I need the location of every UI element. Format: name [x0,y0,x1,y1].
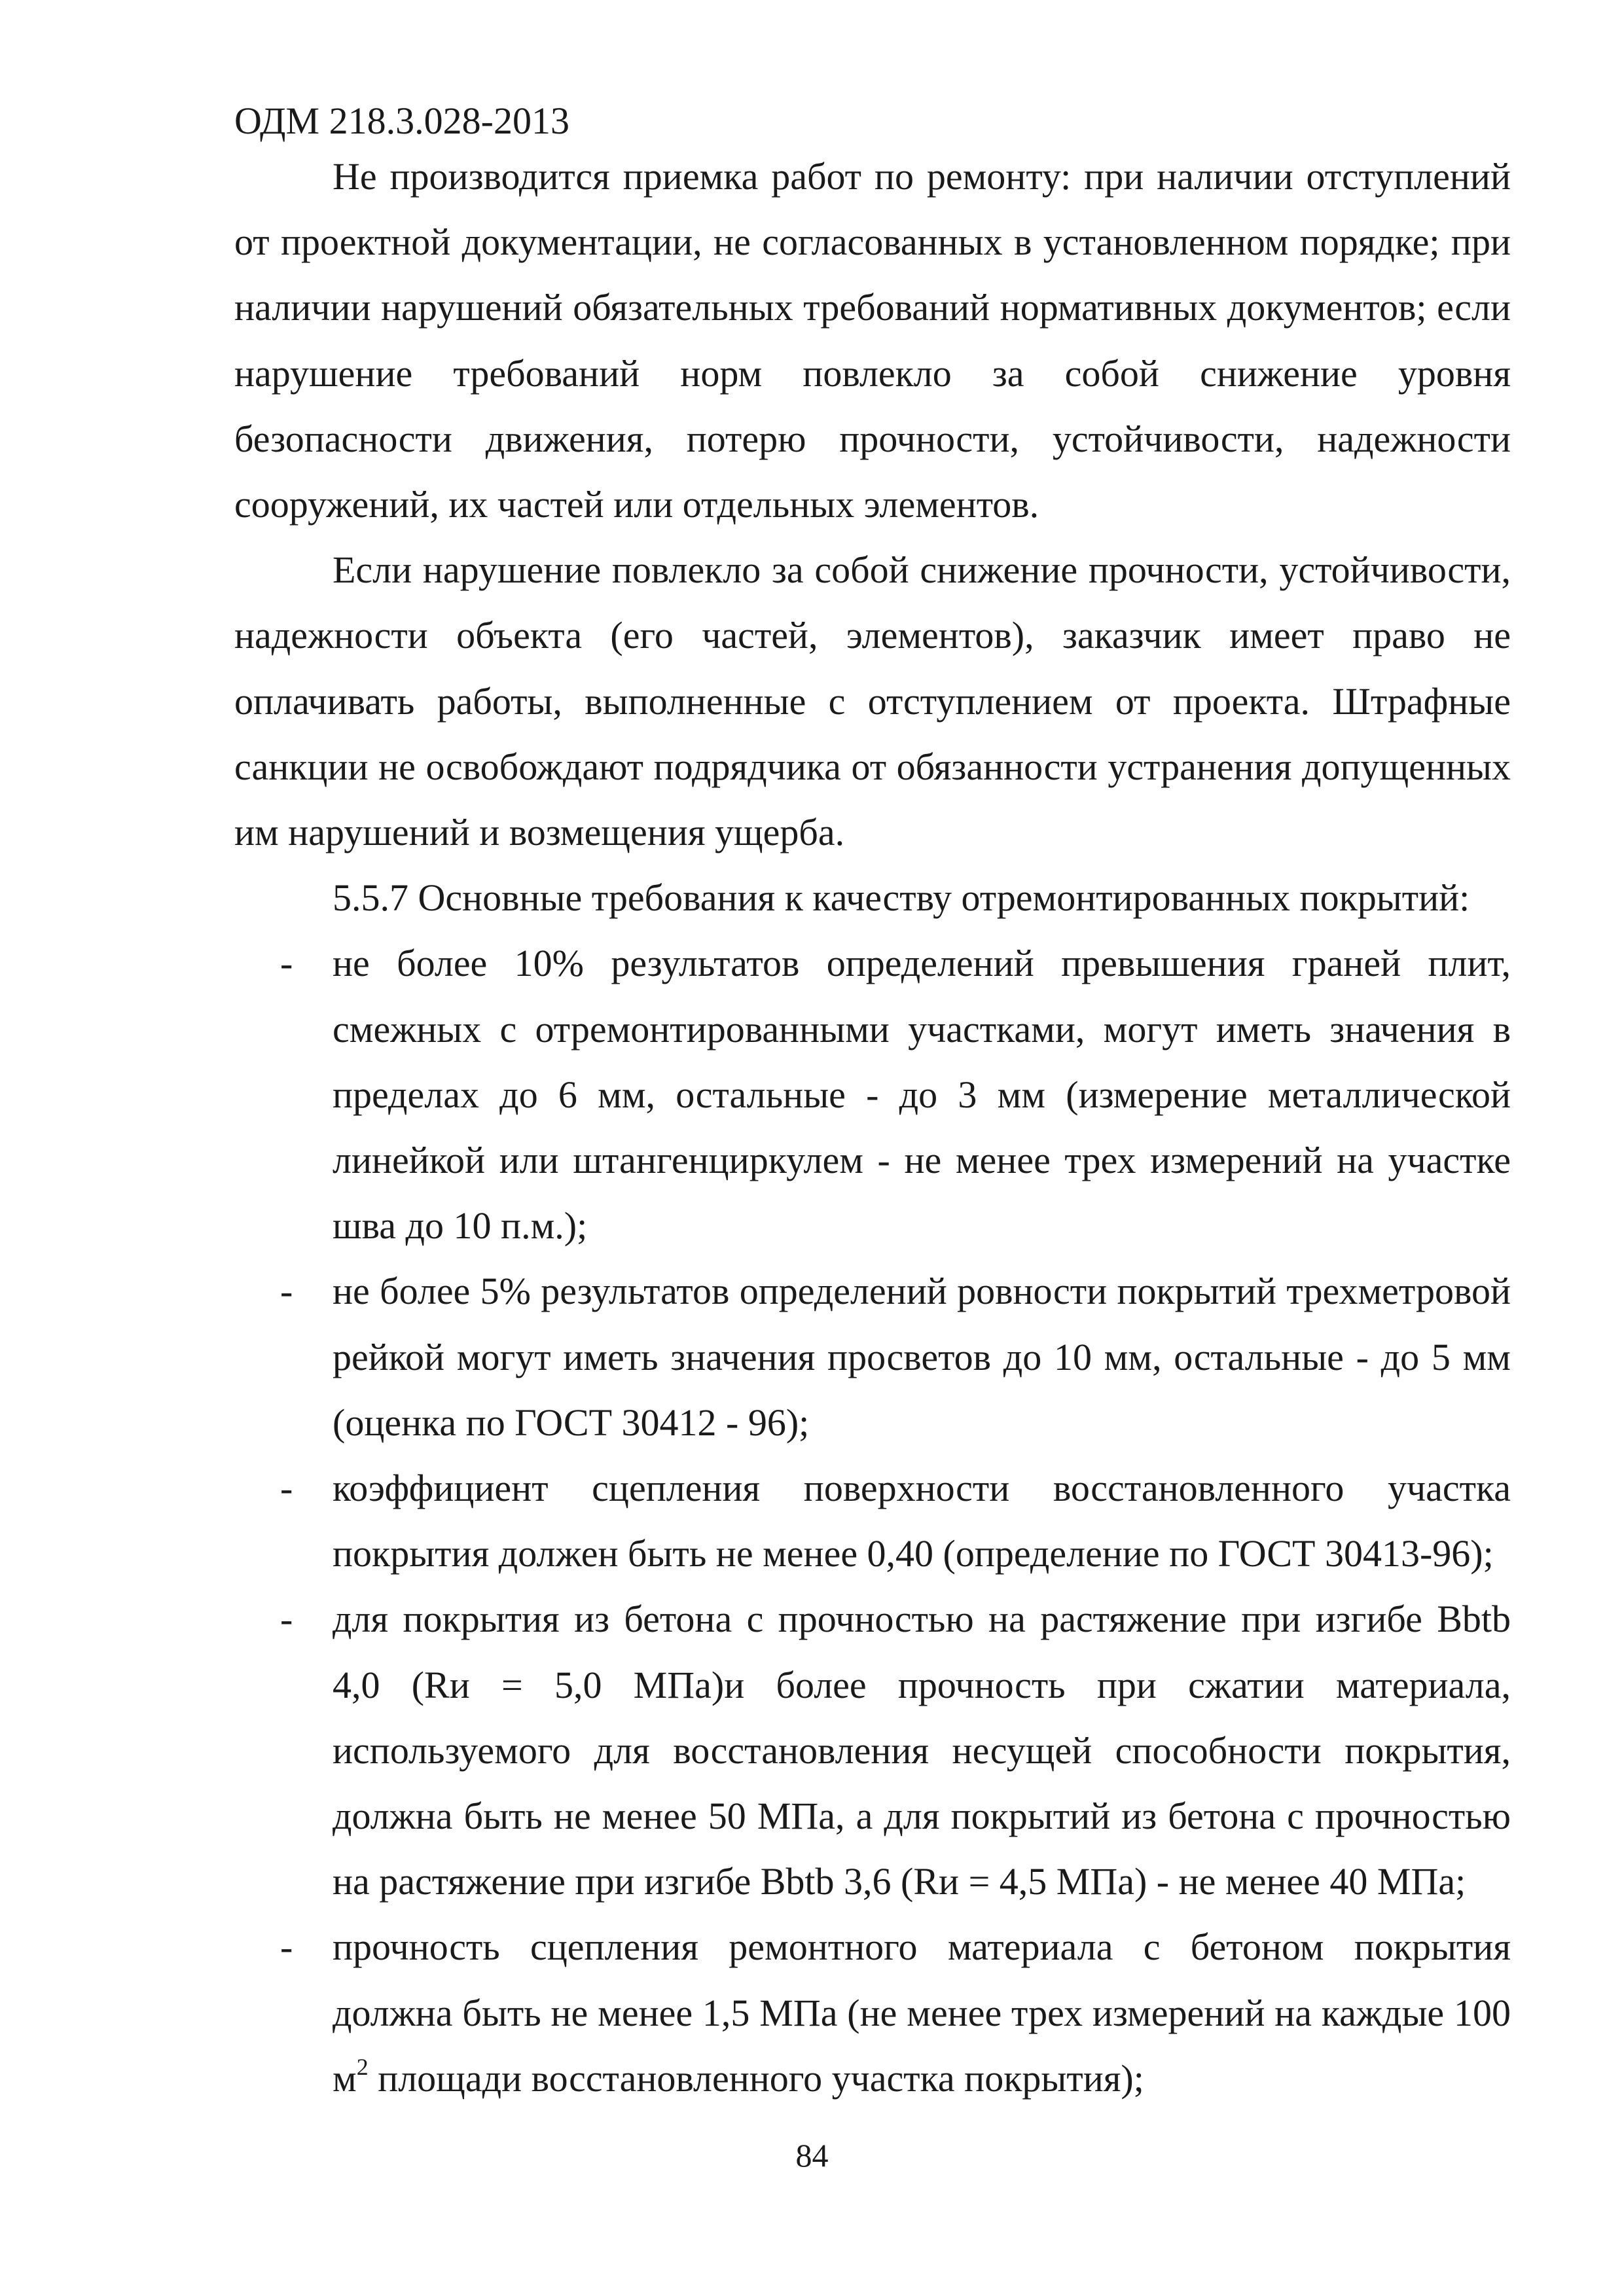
section-5-5-7-heading: 5.5.7 Основные требования к качеству отремонтированных покрытий: [333,876,1470,920]
list-bullet: - [280,1467,293,1510]
paragraph-acceptance-refusal: Не производится приемка работ по ремонту: при наличии отступлений от проектной документации, не согласованных в установленном порядке; при наличии нарушений обязательных требований нормативных документов; если нарушение требований норм повлекло за собой снижение уровня безопасности движения, потерю прочности, устойчивости, надежности сооружений, их частей или отдельных элементов. [234,155,1511,526]
document-page [234,98,1511,2111]
list-item-text [333,1926,1511,2099]
list-item-text: не более 5% результатов определений ровности покрытий трехметровой рейкой могут иметь значения просветов до 10 мм, остальные - до 5 мм (оценка по ГОСТ 30412 - 96); [333,1270,1511,1444]
list-item [234,1587,1511,1914]
list-item-text-part: площади восстановленного участка покрытия); [368,2056,1144,2100]
list-item-text: коэффициент сцепления поверхности восстановленного участка покрытия должен быть не менее 0,40 (определение по ГОСТ 30413-96); [333,1467,1511,1575]
list-item-text: для покрытия из бетона с прочностью на растяжение при изгибе Bbtb 4,0 (Rи = 5,0 МПа)и более прочность при сжатии материала, используемого для восстановления несущей способности покрытия, должна быть не менее 50 МПа, а для покрытий из бетона с прочностью на растяжение при изгибе Bbtb 3,6 (Rи = 4,5 МПа) - не менее 40 МПа; [333,1598,1511,1903]
superscript-exponent: 2 [356,2053,369,2080]
list-item-text-part: прочность сцепления ремонтного материала с бетоном покрытия должна быть не менее 1,5 МПа (не менее трех измерений на каждые 100 м [333,1926,1511,2100]
list-bullet: - [280,1598,293,1641]
list-bullet: - [280,1270,293,1313]
list-item [234,1259,1511,1456]
list-item-text: не более 10% результатов определений превышения граней плит, смежных с отремонтированными участками, могут иметь значения в пределах до 6 мм, остальные - до 3 мм (измерение металлической линейкой или штангенциркулем - не менее трех измерений на участке шва до 10 п.м.); [333,942,1511,1247]
list-item [234,1456,1511,1587]
list-item [234,1914,1511,2111]
document-code-header: ОДМ 218.3.028-2013 [234,99,569,142]
paragraph-violation-consequences: Если нарушение повлекло за собой снижение прочности, устойчивости, надежности объекта (его частей, элементов), заказчик имеет право не оплачивать работы, выполненные с отступлением от проекта. Штрафные санкции не освобождают подрядчика от обязанности устранения допущенных им нарушений и возмещения ущерба. [234,548,1511,854]
list-bullet: - [280,942,293,985]
list-item [234,931,1511,1259]
page-number: 84 [795,2137,829,2174]
list-bullet: - [280,1926,293,1969]
quality-requirements-list [234,931,1511,2111]
